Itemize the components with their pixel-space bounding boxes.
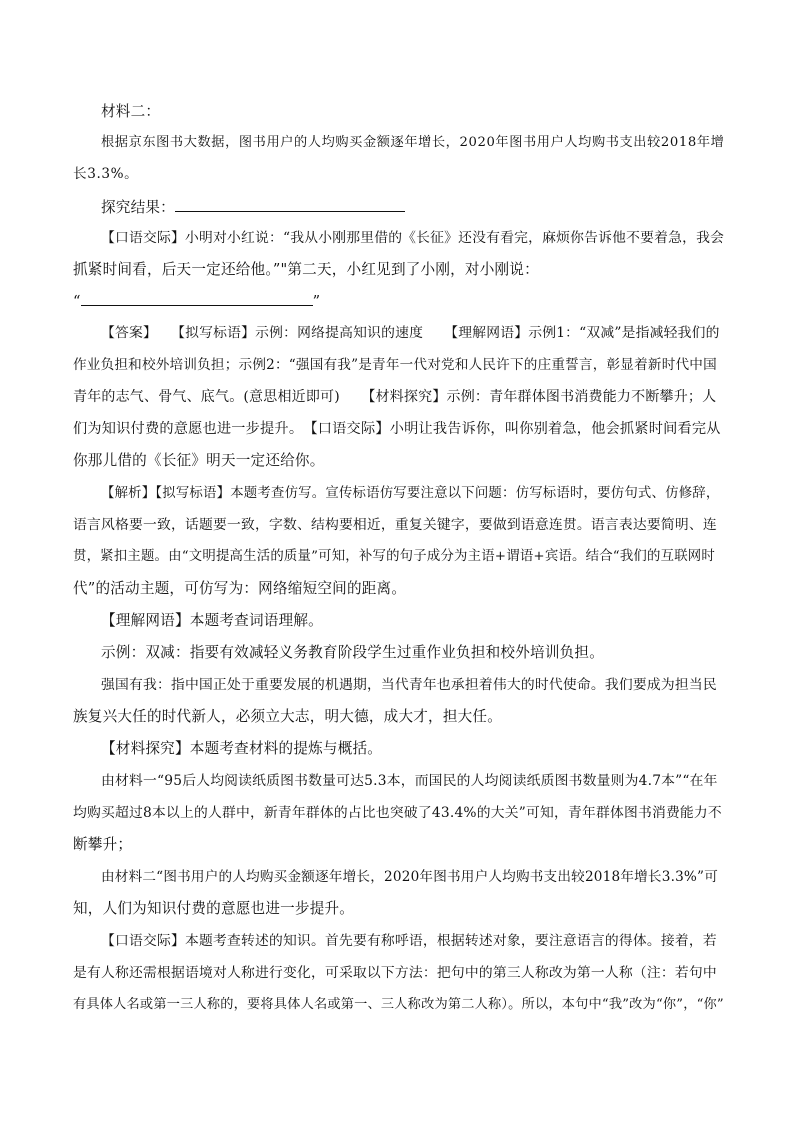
oral-answer-blank[interactable]: [81, 291, 313, 306]
answer-line3: 青年的志气、骨气、底气。(意思相近即可) 【材料探究】示例：青年群体图书消费能力不断攀升；人: [73, 389, 717, 405]
analysis-p8-line2: 是有人称还需根据语境对人称进行变化，可采取以下方法：把句中的第三人称改为第一人称（注：若句中: [73, 965, 717, 981]
analysis-p1-line4: 代”的活动主题，可仿写为：网络缩短空间的距离。: [73, 580, 407, 597]
analysis-p4-line2: 族复兴大任的时代新人，必须立大志，明大德，成大才，担大任。: [73, 708, 503, 725]
exploration-label: 探究结果：: [101, 199, 175, 216]
material2-title: 材料二：: [101, 103, 161, 120]
oral-answer-line: [73, 291, 723, 312]
document-page: [73, 0, 723, 1123]
analysis-p8-line1: 【口语交际】本题考查转述的知识。首先要有称呼语，根据转述对象，要注意语言的得体。接着，若: [101, 933, 717, 949]
answer-line5: 你那儿借的《长征》明天一定还给你。: [73, 452, 325, 469]
analysis-p6-line1: 由材料一“95后人均阅读纸质图书数量可达5.3本，而国民的人均阅读纸质图书数量则为4.7本”“在年: [101, 773, 718, 789]
answer-line2: 作业负担和校外培训负担；示例2：“强国有我”是青年一代对党和人民许下的庄重誓言，彰显着新时代中国: [73, 357, 717, 373]
answer-line4: 们为知识付费的意愿也进一步提升。 【口语交际】小明让我告诉你，叫你别着急，他会抓紧时间看完从: [73, 421, 721, 437]
material2-body-line1: 根据京东图书大数据，图书用户的人均购买金额逐年增长，2020年图书用户人均购书支出较2018年增: [101, 135, 725, 150]
analysis-p1-line1: 【解析】【拟写标语】本题考查仿写。宣传标语仿写要注意以下问题：仿写标语时，要仿句式、仿修辞，: [101, 486, 720, 501]
analysis-p1-line2: 语言风格要一致，话题要一致，字数、结构要相近，重复关键字，要做到语意连贯。语言表达要简明、连: [73, 517, 717, 533]
analysis-p7-line2: 知，人们为知识付费的意愿也进一步提升。: [73, 900, 355, 917]
analysis-p8-line3: 有具体人名或第一三人称的，要将具体人名或第一、三人称改为第二人称）。所以，本句中“我”改为“你”，“你”: [73, 997, 724, 1012]
oral-line1: 【口语交际】小明对小红说：“我从小刚那里借的《长征》还没有看完，麻烦你告诉他不要着急，我会: [101, 230, 725, 246]
analysis-p6-line3: 断攀升；: [73, 836, 133, 853]
material2-body-line2: 长3.3%。: [73, 166, 139, 182]
open-quote: “: [73, 293, 81, 310]
answer-line1: 【答案】 【拟写标语】示例：网络提高知识的速度 【理解网语】示例1：“双减”是指减轻我们的: [101, 325, 720, 341]
exploration-result: [101, 197, 723, 218]
oral-line2: 抓紧时间看，后天一定还给他。”"第二天，小红见到了小刚，对小刚说：: [73, 261, 539, 278]
close-quote: ”: [312, 293, 321, 310]
analysis-p2: 【理解网语】本题考查词语理解。: [101, 612, 323, 629]
analysis-p7-line1: 由材料二“图书用户的人均购买金额逐年增长，2020年图书用户人均购书支出较2018年增长3.3%”可: [101, 869, 718, 885]
exploration-answer-blank[interactable]: [175, 197, 405, 212]
analysis-p5: 【材料探究】本题考查材料的提炼与概括。: [101, 740, 383, 757]
analysis-p4-line1: 强国有我：指中国正处于重要发展的机遇期，当代青年也承担着伟大的时代使命。我们要成为担当民: [101, 677, 717, 693]
analysis-p3: 示例：双减：指要有效减轻义务教育阶段学生过重作业负担和校外培训负担。: [101, 644, 604, 661]
analysis-p1-line3: 贯，紧扣主题。由“文明提高生活的质量”可知，补写的句子成分为主语+谓语+宾语。结合“我们的互联网时: [73, 549, 715, 564]
analysis-p6-line2: 均购买超过8本以上的人群中，新青年群体的占比也突破了43.4%的大关”可知，青年群体图书消费能力不: [73, 805, 722, 821]
